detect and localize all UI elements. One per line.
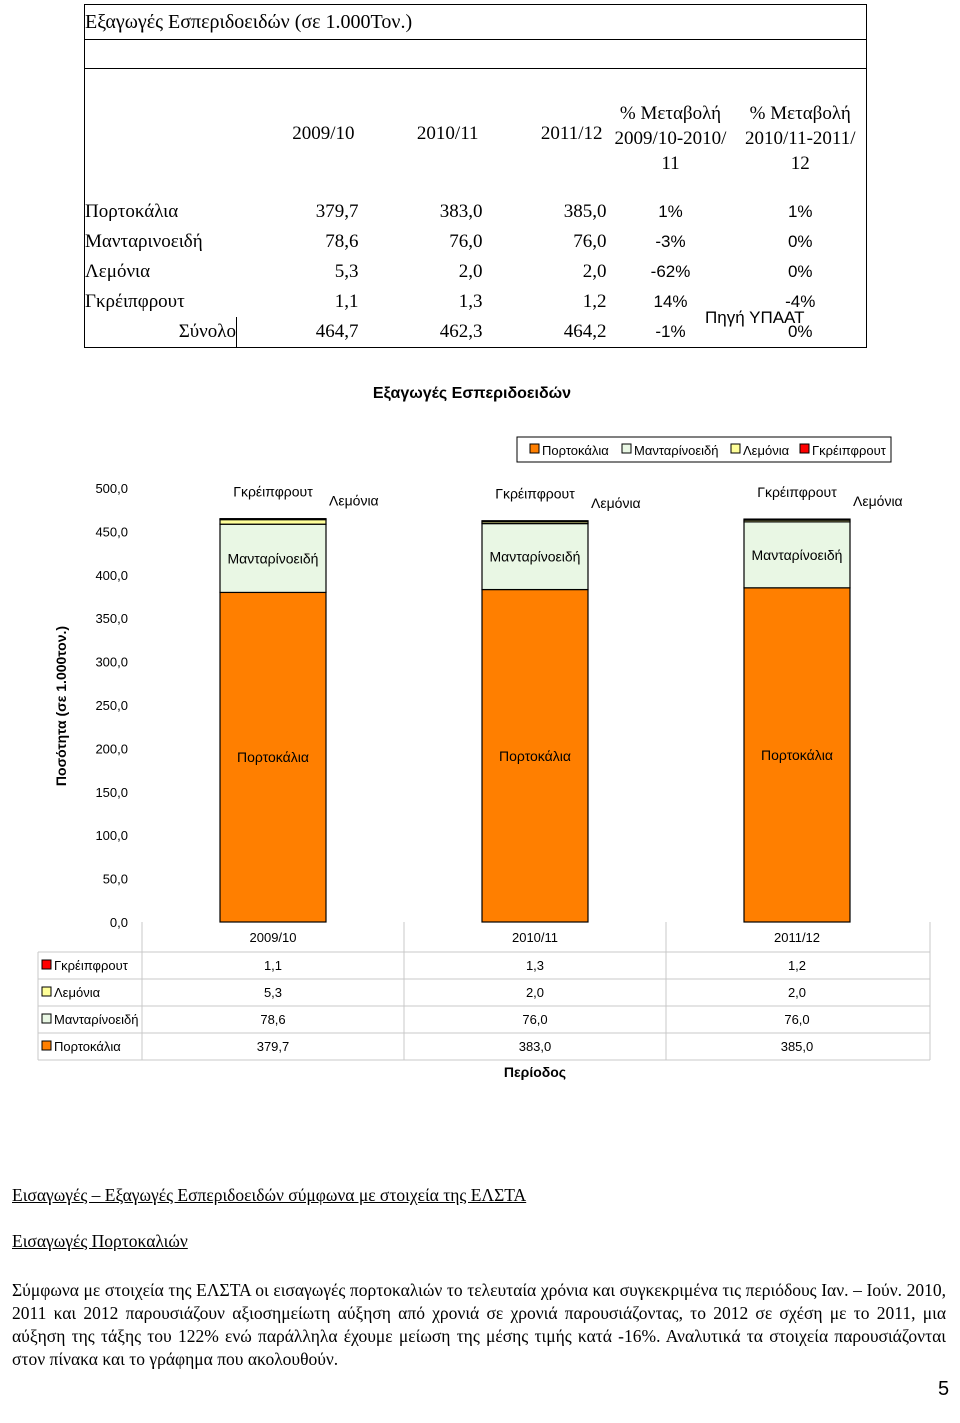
row-label-total: Σύνολο bbox=[85, 317, 237, 348]
table-cell-value: 383,0 bbox=[518, 1039, 552, 1054]
bar-segment bbox=[744, 519, 850, 520]
row-label: Λεμόνια bbox=[85, 257, 237, 287]
x-tick-label: 2010/11 bbox=[511, 930, 559, 945]
y-tick-label: 100,0 bbox=[95, 828, 128, 844]
cell-percent: 0% bbox=[735, 257, 867, 287]
row-label: Μανταρινοειδή bbox=[85, 227, 237, 257]
body-paragraph: Σύμφωνα με στοιχεία της ΕΛΣΤΑ οι εισαγωγές πορτοκαλιών το τελευταία χρόνια και συγκεκριμένα τις περιόδους Ιαν. – Ιούν. 2010, 2011 και 2012 παρουσιάζουν αξιοσημείωτη αύξηση από χρονιά σε χρονιά παρουσιάζοντας, το 2012 σε σχέση με το 2011, μια αύξηση της τάξης του 122% ενώ παράλληλα έχουμε μείωση της μέσης τιμής κατά -16%. Αναλυτικά τα στοιχεία παρουσιάζονται στον πίνακα και το γράφημα που ακολουθούν. bbox=[12, 1280, 946, 1369]
x-tick-label: 2011/12 bbox=[773, 930, 821, 945]
table-row bbox=[85, 257, 867, 287]
cell-value: 2,0 bbox=[582, 261, 607, 282]
bar-segment-label: Γκρέιπφρουτ bbox=[757, 484, 837, 501]
bar-segment-label: Πορτοκάλια bbox=[237, 749, 309, 766]
bar-segment bbox=[220, 520, 326, 525]
y-tick-label: 200,0 bbox=[95, 741, 128, 757]
bar-segment-label: Λεμόνια bbox=[329, 492, 379, 509]
y-tick-label: 350,0 bbox=[95, 611, 128, 627]
cell-value: 383,0 bbox=[439, 201, 483, 222]
cell-percent: -1% bbox=[607, 317, 735, 348]
table-cell-value: 76,0 bbox=[522, 1012, 548, 1027]
cell-percent: -3% bbox=[655, 232, 686, 251]
cell-value: 5,3 bbox=[334, 261, 359, 282]
cell-percent: -4% bbox=[735, 287, 867, 317]
table-cell-value: 2,0 bbox=[525, 985, 545, 1000]
bar-segment-label: Μανταρίνοειδή bbox=[227, 550, 319, 567]
table-row-swatch bbox=[42, 960, 51, 969]
y-tick-label: 500,0 bbox=[95, 481, 128, 496]
table-cell-value: 1,3 bbox=[525, 958, 545, 973]
y-tick-label: 300,0 bbox=[95, 654, 128, 670]
table-row-swatch bbox=[42, 1014, 51, 1023]
y-tick-label: 250,0 bbox=[95, 698, 128, 713]
table-row bbox=[85, 197, 867, 227]
row-label: Γκρέιπφρουτ bbox=[85, 287, 237, 317]
header-change-1: % Μεταβολή 2009/10-2010/ 11 bbox=[614, 102, 727, 174]
table-source: Πηγή ΥΠΑΑΤ bbox=[705, 308, 805, 327]
cell-value: 78,6 bbox=[325, 231, 359, 252]
cell-value: 1,2 bbox=[582, 291, 607, 312]
cell-percent: 14% bbox=[653, 292, 688, 311]
bar-segment-label: Λεμόνια bbox=[591, 494, 641, 511]
chart-title: Εξαγωγές Εσπεριδοειδών bbox=[372, 385, 572, 402]
y-tick-label: 50,0 bbox=[102, 871, 128, 887]
table-cell-value: 76,0 bbox=[784, 1012, 810, 1027]
y-tick-label: 0,0 bbox=[109, 915, 128, 930]
table-row-swatch bbox=[42, 1041, 51, 1050]
table-row-label: Πορτοκάλια bbox=[54, 1039, 121, 1054]
cell-value: 76,0 bbox=[573, 231, 607, 252]
heading-imports-exports: Εισαγωγές – Εξαγωγές Εσπεριδοειδών σύμφωνα με στοιχεία της ΕΛΣΤΑ bbox=[12, 1185, 527, 1205]
exports-table bbox=[84, 4, 867, 348]
cell-value: 1,3 bbox=[458, 291, 483, 312]
table-cell-value: 1,2 bbox=[787, 958, 807, 973]
chart-data-table bbox=[38, 922, 930, 1060]
table-cell-value: 78,6 bbox=[260, 1012, 286, 1027]
bar-segment bbox=[220, 519, 326, 520]
header-change-2: % Μεταβολή 2010/11-2011/ 12 bbox=[735, 69, 867, 198]
table-cell-value: 379,7 bbox=[256, 1039, 290, 1054]
chart-legend bbox=[517, 437, 891, 462]
cell-percent: 0% bbox=[735, 227, 867, 257]
table-cell-value: 385,0 bbox=[780, 1039, 814, 1054]
cell-value: 464,2 bbox=[483, 317, 607, 348]
bars bbox=[220, 484, 903, 922]
y-tick-label: 450,0 bbox=[95, 524, 128, 540]
legend-label: Πορτοκάλια bbox=[542, 443, 609, 458]
cell-value: 379,7 bbox=[315, 201, 359, 222]
y-axis-ticks bbox=[95, 481, 128, 930]
table-cell-value: 1,1 bbox=[263, 958, 283, 973]
bar-segment bbox=[482, 521, 588, 522]
bar-segment-label: Μανταρίνοειδή bbox=[489, 548, 581, 565]
y-tick-label: 150,0 bbox=[95, 784, 128, 800]
bar-segment-label: Πορτοκάλια bbox=[761, 746, 833, 763]
table-row-label: Γκρέιπφρουτ bbox=[54, 958, 128, 973]
cell-value: 462,3 bbox=[359, 317, 483, 348]
legend-swatch bbox=[530, 444, 539, 453]
legend-swatch bbox=[731, 444, 740, 453]
table-cell-value: 2,0 bbox=[787, 985, 807, 1000]
heading-orange-imports: Εισαγωγές Πορτοκαλιών bbox=[12, 1231, 188, 1251]
cell-percent: 1% bbox=[735, 197, 867, 227]
cell-value: 1,1 bbox=[334, 291, 359, 312]
table-row-label: Μανταρίνοειδή bbox=[54, 1012, 139, 1027]
page-number: 5 bbox=[938, 1378, 950, 1400]
cell-value: 464,7 bbox=[237, 317, 359, 348]
bar-segment-label: Γκρέιπφρουτ bbox=[233, 483, 313, 500]
legend-label: Μανταρίνοειδή bbox=[634, 443, 719, 458]
legend-swatch bbox=[800, 444, 809, 453]
cell-percent: 0% bbox=[735, 317, 867, 348]
legend-label: Γκρέιπφρουτ bbox=[812, 443, 886, 458]
chart-x-axis-label: Περίοδος bbox=[503, 1064, 567, 1080]
x-tick-label: 2009/10 bbox=[249, 930, 297, 945]
legend-swatch bbox=[622, 444, 631, 453]
header-2009-10: 2009/10 bbox=[292, 122, 355, 144]
table-row bbox=[85, 227, 867, 257]
header-2011-12: 2011/12 bbox=[540, 122, 603, 144]
legend-label: Λεμόνια bbox=[743, 443, 790, 458]
header-corner bbox=[85, 69, 237, 198]
table-row-swatch bbox=[42, 987, 51, 996]
row-label: Πορτοκάλια bbox=[85, 197, 237, 227]
blank-row bbox=[85, 40, 867, 69]
bar-segment-label: Γκρέιπφρουτ bbox=[495, 485, 575, 502]
cell-value: 76,0 bbox=[449, 231, 483, 252]
bar-segment-label: Λεμόνια bbox=[853, 493, 903, 510]
cell-percent: 1% bbox=[658, 202, 683, 221]
cell-value: 2,0 bbox=[458, 261, 483, 282]
header-2010-11: 2010/11 bbox=[416, 122, 479, 144]
cell-value: 385,0 bbox=[563, 201, 607, 222]
table-title: Εξαγωγές Εσπεριδοειδών (σε 1.000Τον.) bbox=[85, 5, 867, 40]
bar-segment-label: Πορτοκάλια bbox=[499, 747, 571, 764]
chart-y-axis-label: Ποσότητα (σε 1.000τον.) bbox=[53, 625, 69, 787]
y-tick-label: 400,0 bbox=[95, 567, 128, 583]
stacked-bar-chart bbox=[0, 370, 960, 1090]
cell-percent: -62% bbox=[650, 262, 691, 281]
table-cell-value: 5,3 bbox=[263, 985, 283, 1000]
bar-segment-label: Μανταρίνοειδή bbox=[751, 546, 843, 563]
table-row-label: Λεμόνια bbox=[54, 985, 101, 1000]
